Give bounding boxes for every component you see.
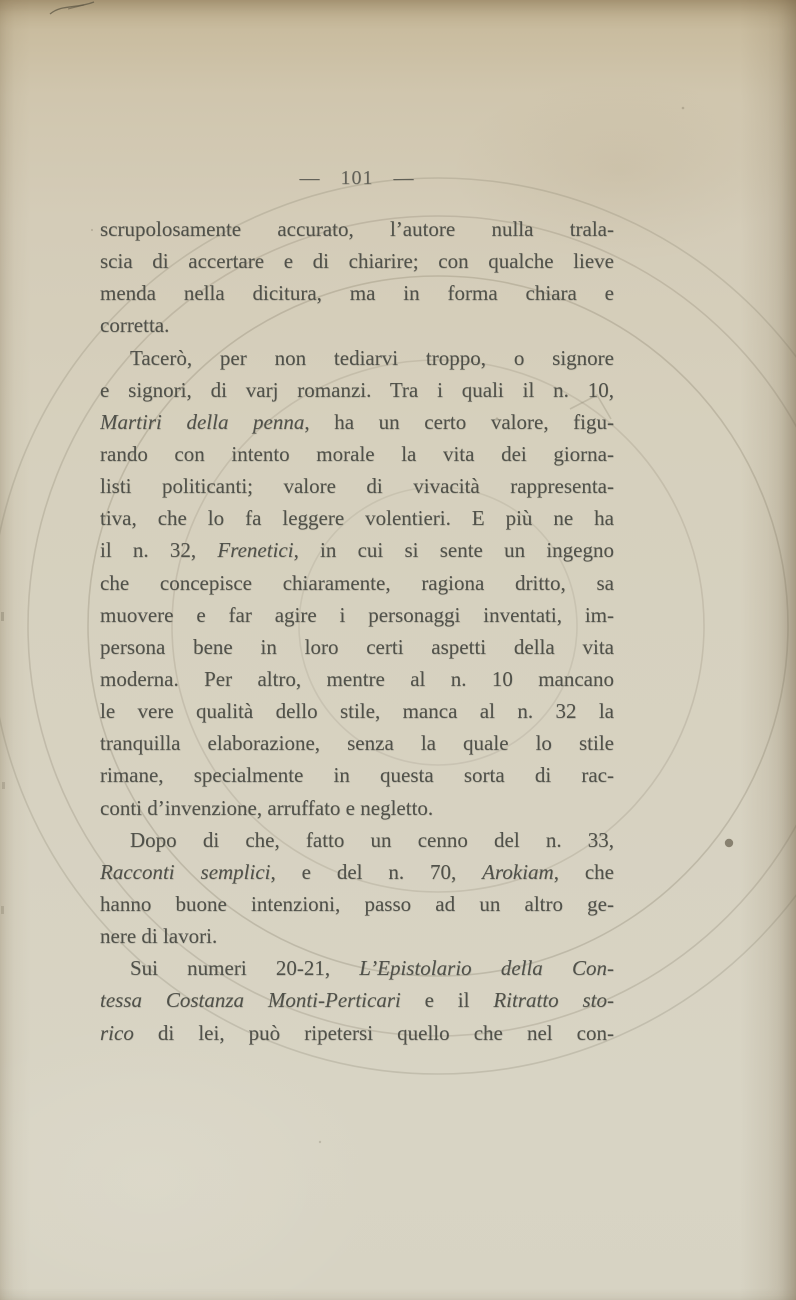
text-block bbox=[100, 213, 614, 1049]
text-segment: che concepisce chiaramente, ragiona dritto, sa bbox=[100, 570, 614, 595]
italic-text-segment: Racconti semplici bbox=[100, 859, 271, 884]
text-segment: moderna. Per altro, mentre al n. 10 mancano bbox=[100, 666, 614, 691]
text-segment: , che bbox=[553, 859, 614, 884]
italic-text-segment: Frenetici bbox=[217, 538, 294, 563]
italic-text-segment: Ritratto sto- bbox=[493, 988, 614, 1013]
text-line bbox=[100, 534, 614, 566]
text-segment: listi politicanti; valore di vivacità rappresenta- bbox=[100, 474, 614, 499]
text-line bbox=[100, 406, 614, 438]
text-segment: nere di lavori. bbox=[100, 924, 218, 949]
text-segment: conti d’invenzione, arruffato e negletto. bbox=[100, 795, 434, 820]
text-segment: rando con intento morale la vita dei giorna- bbox=[100, 441, 614, 466]
text-segment: e il bbox=[400, 988, 494, 1013]
text-line bbox=[100, 502, 614, 534]
text-segment: le vere qualità dello stile, manca al n. 32 la bbox=[100, 699, 614, 724]
text-segment: Tacerò, per non tediarvi troppo, o signore bbox=[130, 345, 614, 370]
text-line bbox=[100, 984, 614, 1016]
text-line bbox=[100, 695, 614, 727]
text-segment: corretta. bbox=[100, 313, 170, 338]
italic-text-segment: Arokiam bbox=[482, 859, 554, 884]
text-line bbox=[100, 438, 614, 470]
text-line bbox=[100, 599, 614, 631]
text-line bbox=[100, 1017, 614, 1049]
text-segment: tiva, che lo fa leggere volentieri. E più ne ha bbox=[100, 506, 614, 531]
text-line bbox=[100, 792, 614, 824]
text-segment: il n. 32, bbox=[100, 538, 218, 563]
text-segment: muovere e far agire i personaggi inventati, im- bbox=[100, 602, 614, 627]
italic-text-segment: L’Epistolario della Con- bbox=[359, 956, 614, 981]
italic-text-segment: tessa Costanza Monti-Perticari bbox=[100, 988, 401, 1013]
text-segment: , in cui si sente un ingegno bbox=[293, 538, 614, 563]
text-segment: persona bene in loro certi aspetti della vita bbox=[100, 634, 614, 659]
italic-text-segment: Martiri della penna bbox=[100, 409, 305, 434]
text-line bbox=[100, 470, 614, 502]
text-line bbox=[100, 856, 614, 888]
page-number: — 101 — bbox=[299, 167, 415, 189]
text-line bbox=[100, 374, 614, 406]
text-line bbox=[100, 213, 614, 245]
text-segment: Sui numeri 20-21, bbox=[130, 956, 360, 981]
text-line bbox=[100, 952, 614, 984]
italic-text-segment: rico bbox=[100, 1020, 134, 1045]
text-line bbox=[100, 631, 614, 663]
text-segment: hanno buone intenzioni, passo ad un altro ge- bbox=[100, 891, 614, 916]
text-line bbox=[100, 309, 614, 341]
text-segment: , ha un certo valore, figu- bbox=[304, 409, 614, 434]
text-line bbox=[100, 277, 614, 309]
text-segment: scia di accertare e di chiarire; con qualche lieve bbox=[100, 249, 614, 274]
text-line bbox=[100, 727, 614, 759]
text-line bbox=[100, 342, 614, 374]
text-line bbox=[100, 663, 614, 695]
text-segment: rimane, specialmente in questa sorta di rac- bbox=[100, 763, 614, 788]
text-line bbox=[100, 245, 614, 277]
text-segment: tranquilla elaborazione, senza la quale lo stile bbox=[100, 731, 614, 756]
text-line bbox=[100, 824, 614, 856]
text-line bbox=[100, 920, 614, 952]
fiber-mark bbox=[50, 2, 94, 14]
text-line bbox=[100, 759, 614, 791]
text-segment: Dopo di che, fatto un cenno del n. 33, bbox=[130, 827, 614, 852]
text-line bbox=[100, 888, 614, 920]
text-segment: menda nella dicitura, ma in forma chiara e bbox=[100, 281, 614, 306]
text-segment: , e del n. 70, bbox=[270, 859, 483, 884]
text-segment: scrupolosamente accurato, l’autore nulla trala- bbox=[100, 217, 614, 241]
text-line bbox=[100, 567, 614, 599]
text-segment: di lei, può ripetersi quello che nel con- bbox=[133, 1020, 614, 1045]
text-segment: e signori, di varj romanzi. Tra i quali il n. 10, bbox=[100, 377, 614, 402]
